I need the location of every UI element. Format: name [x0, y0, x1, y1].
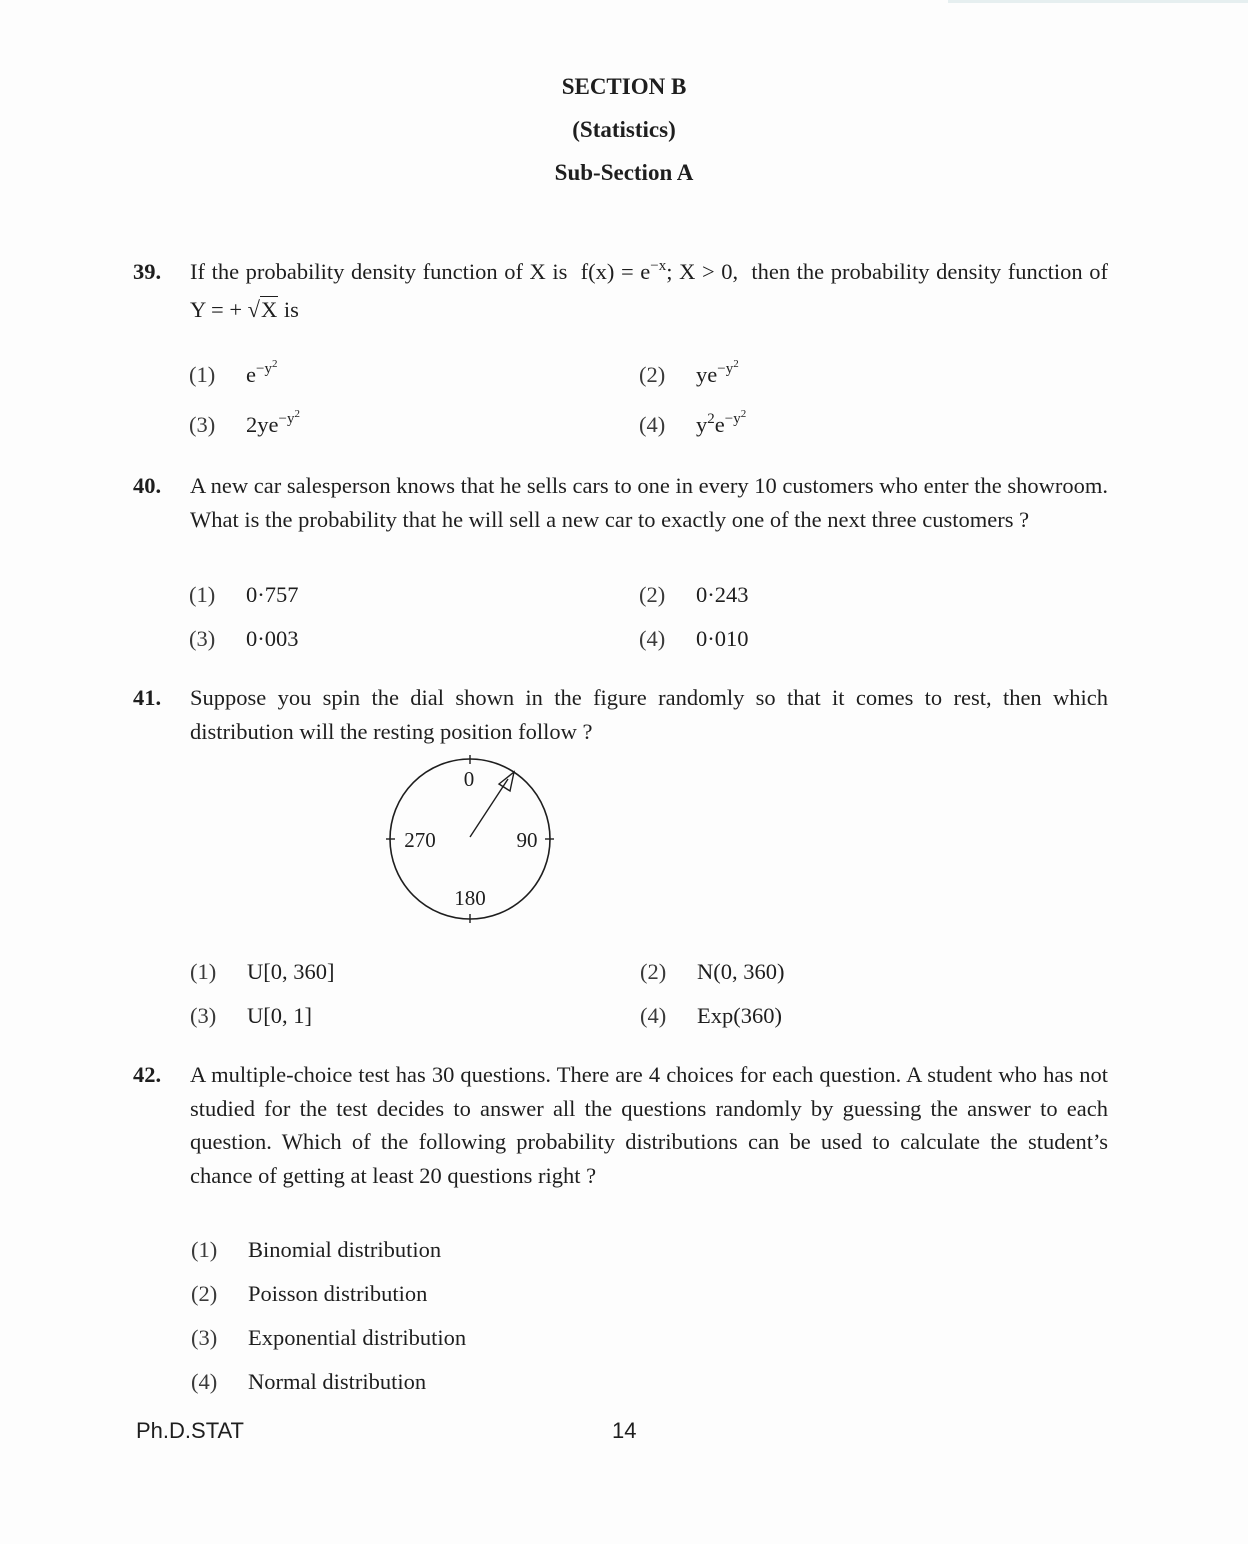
option-42-3[interactable]	[191, 1325, 466, 1351]
option-41-1[interactable]	[190, 959, 334, 985]
section-title: SECTION B	[561, 74, 687, 99]
option-text: 0·757	[246, 582, 299, 607]
option-number: (2)	[640, 959, 667, 984]
sqrt-argument: X	[261, 296, 278, 322]
option-41-3[interactable]	[190, 1003, 312, 1029]
transform-formula	[190, 297, 278, 322]
question-text	[190, 255, 1108, 326]
nested-exponent: 2	[733, 358, 739, 370]
dial-label-90: 90	[516, 828, 538, 852]
option-prefix-exponent: 2	[707, 411, 715, 427]
option-number: (4)	[640, 1003, 667, 1028]
option-base: e	[714, 412, 725, 437]
option-text: Exp(360)	[697, 1003, 782, 1028]
option-exponent: −y2	[724, 408, 747, 427]
option-text: U[0, 1]	[247, 1003, 312, 1028]
question-text-part: then the probability density function of	[751, 259, 1109, 284]
option-40-1[interactable]	[189, 582, 299, 608]
option-39-4[interactable]	[639, 408, 747, 438]
option-text: Exponential distribution	[248, 1325, 467, 1350]
subsection-title: Sub-Section A	[554, 160, 694, 185]
option-number: (2)	[639, 362, 666, 387]
option-41-4[interactable]	[640, 1003, 782, 1029]
option-text: U[0, 360]	[247, 959, 335, 984]
option-number: (1)	[191, 1237, 218, 1262]
option-39-1[interactable]	[189, 358, 278, 388]
option-42-2[interactable]	[191, 1281, 427, 1307]
option-base: 2ye	[246, 412, 279, 437]
option-42-4[interactable]	[191, 1369, 426, 1395]
question-number: 40.	[133, 473, 162, 498]
option-number: (1)	[189, 582, 216, 607]
option-40-4[interactable]	[639, 626, 749, 652]
option-number: (2)	[191, 1281, 218, 1306]
option-number: (4)	[191, 1369, 218, 1394]
dial-figure	[382, 752, 562, 924]
question-39	[133, 255, 1108, 326]
question-number: 41.	[133, 685, 162, 710]
question-41	[133, 681, 1108, 748]
option-40-2[interactable]	[639, 582, 749, 608]
question-42	[133, 1058, 1108, 1192]
question-40	[133, 469, 1108, 536]
option-text: Binomial distribution	[248, 1237, 442, 1262]
option-number: (3)	[191, 1325, 218, 1350]
option-41-2[interactable]	[640, 959, 784, 985]
option-number: (3)	[189, 412, 216, 437]
option-text: 0·243	[696, 582, 749, 607]
option-text: Normal distribution	[248, 1369, 427, 1394]
question-text-part: is	[283, 296, 299, 322]
question-number: 39.	[133, 259, 162, 284]
dial-needle	[470, 779, 508, 837]
dial-label-0: 0	[463, 767, 475, 791]
option-42-1[interactable]	[191, 1237, 441, 1263]
footer-page-number: 14	[612, 1418, 637, 1443]
nested-exponent: 2	[740, 408, 747, 420]
option-number: (1)	[189, 362, 216, 387]
option-text: N(0, 360)	[697, 959, 785, 984]
option-40-3[interactable]	[189, 626, 299, 652]
option-number: (4)	[639, 626, 666, 651]
option-prefix: y	[696, 412, 708, 437]
option-text: 0·010	[696, 626, 749, 651]
question-number: 42.	[133, 1062, 162, 1087]
option-text: 0·003	[246, 626, 299, 651]
nested-exponent: 2	[294, 408, 300, 420]
option-exponent: −y2	[256, 358, 278, 377]
subject-title: (Statistics)	[572, 117, 676, 142]
formula-base: f(x) = e	[580, 259, 651, 284]
footer-exam-code: Ph.D.STAT	[136, 1418, 244, 1443]
option-39-2[interactable]	[639, 358, 739, 388]
option-39-3[interactable]	[189, 408, 300, 438]
formula-condition: ; X > 0,	[666, 259, 739, 284]
question-text: A multiple-choice test has 30 questions. There are 4 choices for each question. A student who has not studied for the test decides to answer all the questions randomly by guessing the answer to each question. Which of the following probability distributions can be used to calculate the student’s chance of getting at least 20 questions right ?	[190, 1062, 1108, 1188]
option-number: (3)	[189, 626, 216, 651]
pdf-formula	[581, 259, 738, 284]
dial-label-270: 270	[404, 828, 436, 852]
sqrt-symbol: √X	[247, 296, 278, 322]
option-number: (4)	[639, 412, 666, 437]
dial-label-180: 180	[454, 886, 486, 910]
option-number: (1)	[190, 959, 217, 984]
option-exponent: −y2	[717, 358, 739, 377]
question-text: A new car salesperson knows that he sells cars to one in every 10 customers who enter the showroom. What is the probability that he will sell a new car to exactly one of the next three customers ?	[190, 473, 1108, 532]
nested-exponent: 2	[271, 358, 278, 370]
option-number: (2)	[639, 582, 666, 607]
question-text: Suppose you spin the dial shown in the figure randomly so that it comes to rest, then which distribution will the resting position follow ?	[190, 685, 1108, 744]
option-number: (3)	[190, 1003, 217, 1028]
formula-base: Y = +	[190, 296, 243, 322]
option-exponent: −y2	[278, 408, 300, 427]
option-base: ye	[696, 362, 718, 387]
scan-edge-mark	[948, 0, 1248, 3]
formula-exponent: −x	[650, 258, 667, 274]
question-text-part: If the probability density function of X is	[190, 259, 568, 284]
option-text: Poisson distribution	[248, 1281, 428, 1306]
option-base: e	[246, 362, 256, 387]
